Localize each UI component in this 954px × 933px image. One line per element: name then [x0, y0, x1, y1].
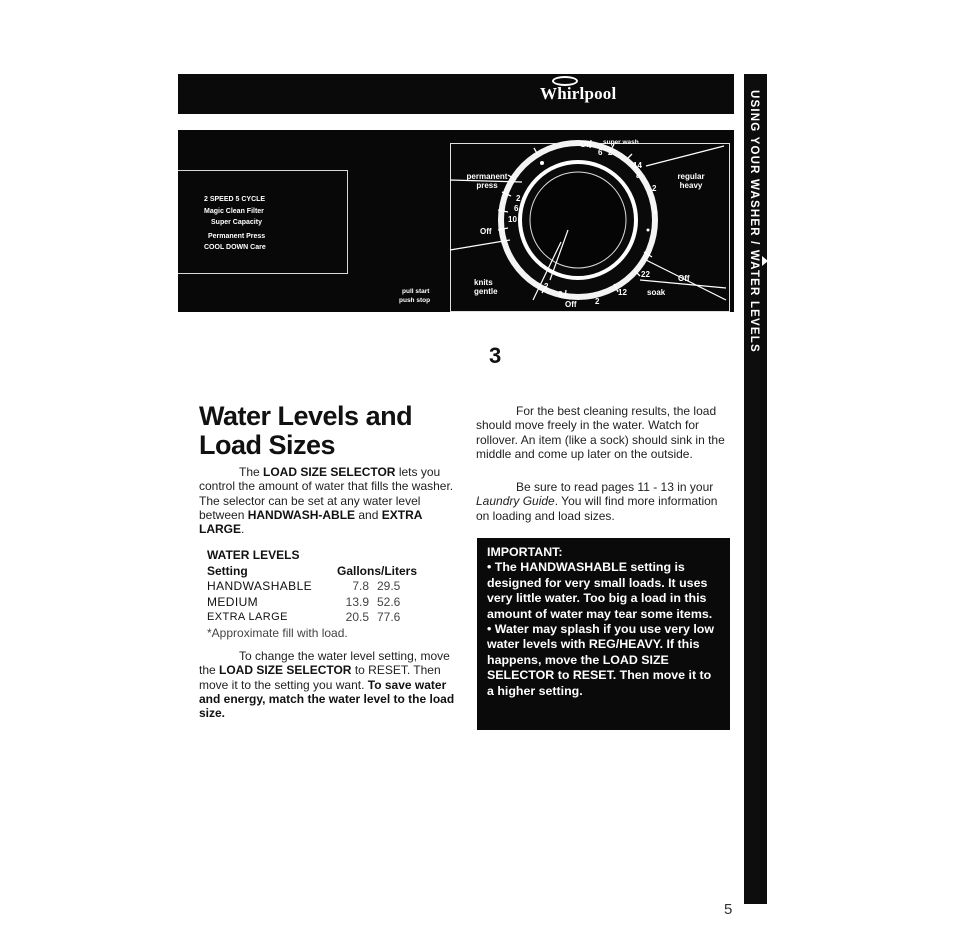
- important-point-1: • The HANDWASHABLE setting is designed for very small loads. It uses very little water. Too big a load in this amount of water may tear some items.: [487, 560, 713, 621]
- feature-item: COOL DOWN Care: [204, 244, 266, 251]
- dial-number: 22: [641, 270, 650, 279]
- dial-label-super-wash: super wash: [603, 139, 639, 146]
- side-tab-notch: [762, 256, 768, 266]
- feature-item: 2 SPEED 5 CYCLE: [204, 196, 266, 203]
- pull-start-label: pull start: [402, 288, 430, 295]
- title-line-1: Water Levels and: [199, 401, 413, 431]
- water-levels-footnote: *Approximate fill with load.: [207, 625, 348, 640]
- dial-label-knits-gentle: knits gentle: [474, 278, 498, 296]
- laundry-guide-paragraph: Be sure to read pages 11 - 13 in your Laundry Guide. You will find more information on loading and load sizes.: [476, 480, 718, 523]
- side-tab-label: USING YOUR WASHER / WATER LEVELS: [748, 90, 760, 353]
- important-point-2: • Water may splash if you use very low water levels with REG/HEAVY. If this happens, move the LOAD SIZE SELECTOR to RESET. Then move it to a higher setting.: [487, 622, 714, 698]
- dial-number: 8: [636, 171, 641, 180]
- dial-number: 6: [514, 204, 519, 213]
- dial-number: 2: [595, 297, 600, 306]
- table-row: HANDWASHABLE 7.8 29.5: [207, 579, 401, 593]
- feature-item: Super Capacity: [211, 219, 262, 226]
- dial-number: 2: [608, 148, 613, 157]
- dial-number: 10: [508, 215, 517, 224]
- important-heading: IMPORTANT:: [487, 545, 563, 559]
- important-notice-box: [477, 538, 730, 730]
- dial-label-off-top: Off: [580, 140, 592, 149]
- dial-number: 2: [516, 194, 521, 203]
- dial-number: 12: [618, 288, 627, 297]
- dial-number: 2: [544, 282, 549, 291]
- dial-label-permanent-press: permanent press: [466, 172, 508, 190]
- column-setting: Setting: [207, 563, 248, 578]
- table-row: MEDIUM 13.9 52.6: [207, 594, 401, 609]
- dial-label-off-right: Off: [678, 274, 690, 283]
- push-stop-label: push stop: [399, 297, 431, 304]
- section-title: [199, 402, 469, 460]
- dial-number: 8: [558, 290, 563, 299]
- dial-label-off-bottom: Off: [565, 300, 577, 309]
- page-number: 5: [724, 901, 733, 918]
- cleaning-results-paragraph: For the best cleaning results, the load should move freely in the water. Watch for rollover. An item (like a sock) should sink in the middle and come up later on the outside.: [476, 404, 725, 461]
- column-units: Gallons/Liters: [337, 563, 418, 578]
- whirlpool-logo: Whirlpool: [540, 84, 617, 103]
- dial-label-soak: soak: [647, 288, 666, 297]
- dial-number: 2: [652, 184, 657, 193]
- water-levels-table: [207, 548, 447, 641]
- dial-label-regular-heavy: regular heavy: [677, 172, 705, 190]
- title-line-2: Load Sizes: [199, 430, 336, 460]
- control-panel-illustration: [178, 130, 734, 312]
- dial-number: 14: [633, 161, 642, 170]
- dial-label-off-left: Off: [480, 227, 492, 236]
- change-setting-paragraph: To change the water level setting, move the LOAD SIZE SELECTOR to RESET. Then move it to the setting you want. To save water and energy, match the water level to the load size.: [199, 649, 455, 721]
- brand-header-bar: [178, 74, 734, 114]
- callout-number: 3: [489, 343, 502, 368]
- water-levels-header-row: [207, 564, 447, 580]
- dial-number: 6: [598, 148, 603, 157]
- feature-item: Magic Clean Filter: [204, 208, 264, 215]
- feature-item: Permanent Press: [208, 233, 266, 240]
- table-row: EXTRA LARGE 20.5 77.6: [207, 610, 401, 624]
- water-levels-heading: WATER LEVELS: [207, 548, 300, 562]
- side-tab: [744, 74, 767, 904]
- cycle-dial-icon: [178, 130, 734, 312]
- intro-paragraph: The LOAD SIZE SELECTOR lets you control the amount of water that fills the washer. The selector can be set at any water level between HANDWASH-ABLE and EXTRA LARGE.: [199, 465, 454, 537]
